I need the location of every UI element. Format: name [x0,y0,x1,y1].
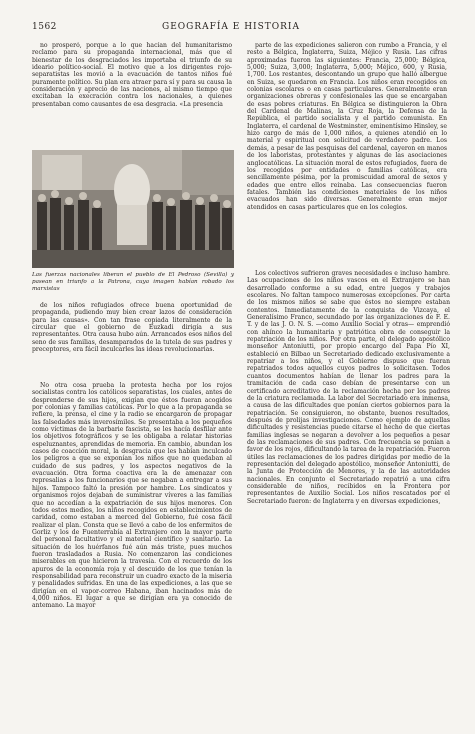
paragraph: parte de las expediciones salieron con rumbo a Francia, y el resto a Bélgica, Inglaterra, Suiza, Méjico y Rusia. Las cifras aproximadas fueron las siguientes: Francia, 25,000; Bélgica, 5,000; Suiza, 3,000; Inglaterra, 5,000; Méjico, 600, y Rusia, 1,700. Los restantes, descontando un grupo que halló albergue en Suiza, se quedaron en Francia. Los niños eran recogidos en colonias escolares o en casas particulares. Generalmente eran organizaciones obreras y confesionales las que se encargaban de esas pobres criaturas. En Bélgica se distinguieron la Obra del Cardenal de Malinas, la Cruz Roja, la Defensa de la República, el partido socialista y el partido comunista. En Inglaterra, el cardenal de Westminster, eminentísimo Hinsley, se hizo cargo de más de 1,000 niños, a quienes atendió en lo material y espiritual con solicitud de verdadero padre. Los demás, a pesar de las pesquisas del cardenal, cayeron en manos de los laboristas, protestantes y algunas de las asociaciones anglocatólicas. La situación moral de estos refugiados, fuera de los recogidos por entidades o familias católicas, era sencillamente pésima, por la promiscuidad amoral de sexos y edades que entre ellos reinaba. Las consecuencias fueron fatales. También las condiciones materiales de los niños evacuados han sido diversas. Generalmente eran mejor atendidos en casas particulares que en los colegios. [247,42,447,211]
paragraph: No otra cosa prueba la protesta hecha por los rojos socialistas contra los católicos separatistas, los cuales, antes de desprenderse de sus hijos, exigían que éstos fueran acogidos por colonias y familias católicas. Por lo que a la propaganda se refiere, la prensa, el cine y la radio se encargaron de propagar las falsedades más inverosímiles. Se presentaba a los pequeños como víctimas de la barbarie fascista, se les hacía desfilar ante los objetivos fotográficos y se les obligaba a relatar historias espeluznantes, aprendidas de memoria. En cambio, abundan los casos de coacción moral, la desgracia que les habían inculcado los peligros a que se exponían los niños que no quedaban al cuidado de sus padres, y los aspectos negativos de la evacuación. Otra forma coactiva era la de amenazar con represalias a los funcionarios que se negaban a entregar a sus hijos. Tampoco faltó la presión por hambre. Los sindicatos y organismos rojos dejaban de suministrar víveres a las familias que no accedían a la expatriación de sus hijos menores. Con todos estos medios, los niños recogidos en establecimientos de caridad, como estaban a merced del Gobierno, fué cosa fácil realizar el plan. Consta que se llevó a cabo de los enfermitos de Gorliz y los de Fuenterrabía al Extranjero con la mayor parte del personal facultativo y el material científico y sanitario. La situación de los huérfanos fué aún más triste, pues muchos fueron trasladados a Rusia. No comenzaron las condiciones miserables en que hicieron la travesía. Con el recuerdo de los apuros de la economía roja y el descuido de los que tenían la responsabilidad para reconstruir un cuadro exacto de la miseria y penalidades sufridas. En una de las expediciones, a las que se dirigían en el vapor-correo Habana, iban hacinados más de 4,000 niños. El lugar a que se dirigían era ya conocido de antemano. La mayor [32,382,232,610]
paragraph: de los niños refugiados ofrece buena oportunidad de propaganda, pudiendo muy bien crear lazos de consideración para las causas». Con tan frase copiada literalmente de la circular que el gobierno de Euzkadi dirigía a sus representantes. Otra causa hubo aún. Arrancados esos niños del seno de sus familias, desamparados de la tutela de sus padres y preceptores, era fácil inculcarles las ideas revolucionarias. [32,302,232,354]
right-column-top [247,42,447,268]
page-number: 1562 [32,22,57,32]
running-head: GEOGRAFÍA E HISTORIA [162,22,300,32]
figure-caption: Las fuerzas nacionales liberan el pueblo de El Pedroso (Sevilla) y pasean en triunfo a la Patrona, cuya imagen habían robado los marxistas [32,272,234,292]
paragraph: no prosperó, porque a lo que hacían del humanitarismo reclamo para su propaganda internacional, más que el bienestar de los desgraciados les importaba el triunfo de su ideario político-social. El motivo que a los dirigentes rojo-separatistas les movió a la evacuación de tantos niños fué puramente político. Su plan era atraer para sí y para su causa la consideración y aprecio de las naciones, al mismo tiempo que excitaban la execración contra los nacionales, a quienes presentaban como causantes de esa desgracia. «La presencia [32,42,232,108]
left-column-middle [32,302,232,380]
paragraph: Los colectivos sufrieron graves necesidades e incluso hambre. Las ocupaciones de los niños vascos en el Extranjero se han desarrollado conforme a su edad, entre juegos y trabajos escolares. No faltan tampoco numerosas excepciones. Por carta de los mismos niños se sabe que éstos no siempre estaban contentos. Inmediatamente de la conquista de Vizcaya, el Generalísimo Franco, secundado por las organizaciones de F. E. T. y de las J. O. N. S. —como Auxilio Social y otras— emprendió con ahínco la humanitaria y patriótica obra de conseguir la repatriación de los niños. Por otra parte, el delegado apostólico monseñor Antoniutti, por propio encargo del Papa Pío XI, estableció en Bilbao un Secretariado dedicado exclusivamente a repatriar a los niños, y el Gobierno dispuso que fueran repatriados todos aquellos cuyos padres lo solicitasen. Todos cuantos documentos habían de llenar los padres para la tramitación de cada caso debían de presentarse con un certificado acreditativo de la reclamación hecha por los padres de la criatura reclamada. La labor del Secretariado era inmensa, a causa de las dificultades que ponían ciertos gobiernos para la repatriación. Se consiguieron, no obstante, buenos resultados, después de prolijas investigaciones. Como ejemplo de aquellas dificultades y resistencias puede citarse el hecho de que ciertas familias inglesas se negaran a devolver a los pequeños a pesar de las reclamaciones de sus padres. Con frecuencia se ponían a favor de los rojos, dificultando la tarea de la repatriación. Fueron útiles las reclamaciones de los padres dirigidas por medio de la representación del delegado apostólico, monseñor Antoniutti, de la Junta de Protección de Menores, y la de las autoridades nacionales. En conjunto el Secretariado repatrió a una cifra considerable de niños, recibidos en la Frontera por representantes de Auxilio Social. Los niños rescatados por el Secretariado fueron: de Inglaterra y en diversas expediciones, [247,270,450,505]
procession-photo [32,150,234,268]
right-column-bottom [247,270,450,700]
left-column-bottom [32,382,232,700]
page-header [32,22,445,34]
photograph [32,150,234,268]
